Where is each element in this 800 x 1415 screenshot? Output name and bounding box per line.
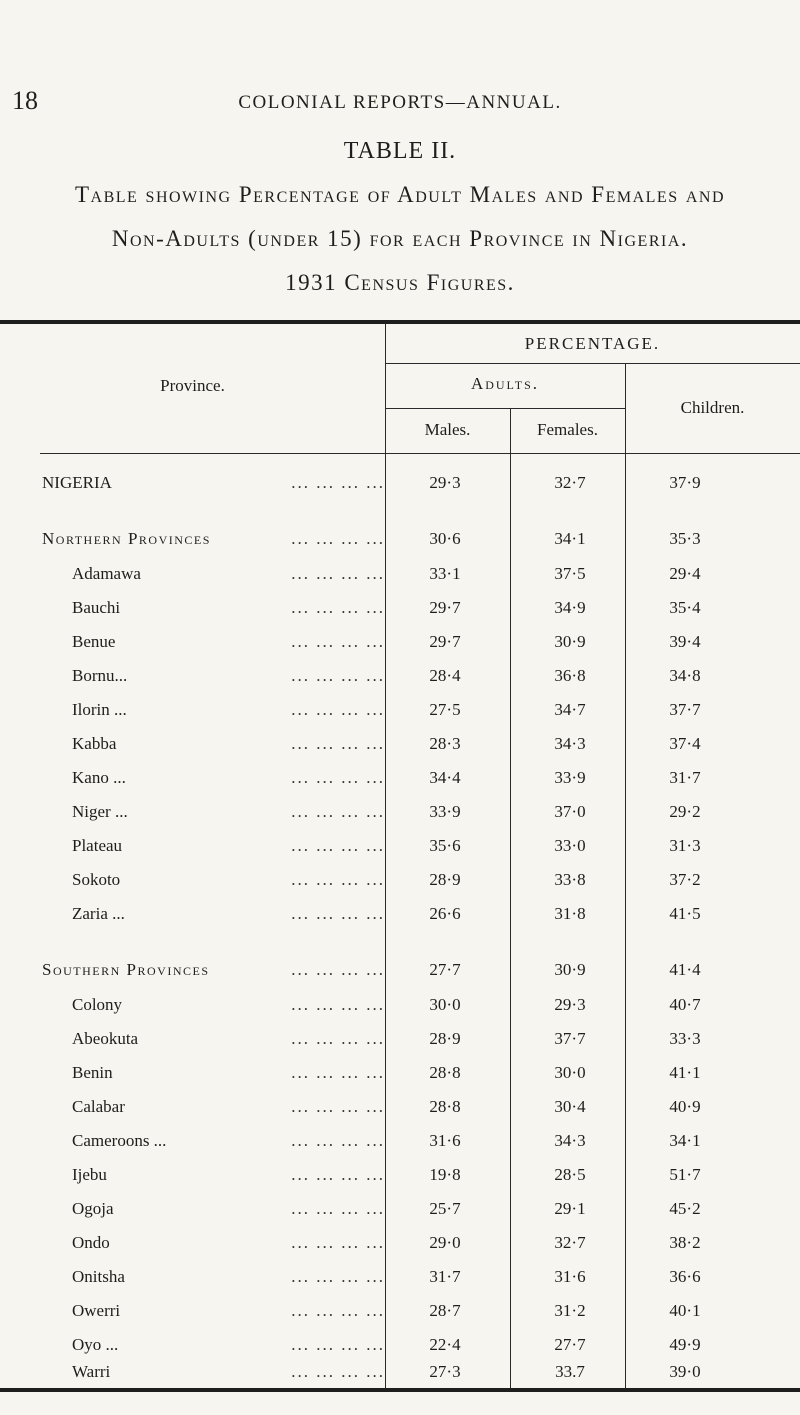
province-name: Bornu... <box>72 666 128 685</box>
table-caption-line-1: Table showing Percentage of Adult Males and Females and <box>74 182 726 207</box>
children-value: 41·4 <box>669 960 701 979</box>
leader-dots: ... ... ... ... <box>291 1097 385 1116</box>
header-rule-percentage <box>385 363 800 364</box>
province-name: Southern Provinces <box>42 960 210 979</box>
children-value: 34·1 <box>669 1131 701 1150</box>
females-value: 37·7 <box>554 1029 586 1048</box>
header-rule-adults <box>385 408 625 409</box>
children-value: 38·2 <box>669 1233 701 1252</box>
females-value: 30·0 <box>554 1063 586 1082</box>
males-value: 28·8 <box>429 1097 461 1116</box>
children-value: 29·2 <box>669 802 701 821</box>
females-value: 29·1 <box>554 1199 586 1218</box>
children-value: 51·7 <box>669 1165 701 1184</box>
leader-dots: ... ... ... ... <box>291 666 385 685</box>
table-row <box>0 473 800 507</box>
females-value: 30·9 <box>554 632 586 651</box>
children-value: 37·7 <box>669 700 701 719</box>
page-number: 18 <box>12 86 38 115</box>
province-name: Cameroons ... <box>72 1131 167 1150</box>
province-name: Zaria ... <box>72 904 125 923</box>
males-value: 28·4 <box>429 666 461 685</box>
province-name: Oyo ... <box>72 1335 119 1354</box>
table-row <box>0 870 800 904</box>
table-row <box>0 1097 800 1131</box>
province-name: Calabar <box>72 1097 125 1116</box>
table-row <box>0 802 800 836</box>
province-name: NIGERIA <box>42 473 112 492</box>
females-value: 37·0 <box>554 802 586 821</box>
province-name: Ijebu <box>72 1165 107 1184</box>
header-percentage: PERCENTAGE. <box>524 334 661 353</box>
children-value: 40·7 <box>669 995 701 1014</box>
table-row <box>0 1063 800 1097</box>
females-value: 34·3 <box>554 734 586 753</box>
province-name: Abeokuta <box>72 1029 139 1048</box>
header-rule-bottom <box>40 453 800 454</box>
running-head: COLONIAL REPORTS—ANNUAL. <box>238 92 562 113</box>
males-value: 31·6 <box>429 1131 461 1150</box>
header-children: Children. <box>680 398 745 417</box>
males-value: 28·7 <box>429 1301 461 1320</box>
leader-dots: ... ... ... ... <box>291 1029 385 1048</box>
leader-dots: ... ... ... ... <box>291 1335 385 1354</box>
children-value: 41·1 <box>669 1063 701 1082</box>
leader-dots: ... ... ... ... <box>291 734 385 753</box>
males-value: 28·9 <box>429 1029 461 1048</box>
table-caption-line-2: Non-Adults (under 15) for each Province in Nigeria. <box>111 226 689 251</box>
table-row <box>0 1131 800 1165</box>
females-value: 34·7 <box>554 700 586 719</box>
males-value: 31·7 <box>429 1267 461 1286</box>
males-value: 19·8 <box>429 1165 461 1184</box>
table-bottom-rule <box>0 1388 800 1392</box>
leader-dots: ... ... ... ... <box>291 836 385 855</box>
leader-dots: ... ... ... ... <box>291 768 385 787</box>
females-value: 34·1 <box>554 529 586 548</box>
province-name: Onitsha <box>72 1267 125 1286</box>
province-name: Owerri <box>72 1301 121 1320</box>
females-value: 30·9 <box>554 960 586 979</box>
females-value: 31·6 <box>554 1267 586 1286</box>
children-value: 35·4 <box>669 598 701 617</box>
table-row <box>0 995 800 1029</box>
province-name: Adamawa <box>72 564 141 583</box>
children-value: 37·2 <box>669 870 701 889</box>
children-value: 40·9 <box>669 1097 701 1116</box>
leader-dots: ... ... ... ... <box>291 529 385 548</box>
leader-dots: ... ... ... ... <box>291 1362 385 1381</box>
leader-dots: ... ... ... ... <box>291 700 385 719</box>
leader-dots: ... ... ... ... <box>291 870 385 889</box>
children-value: 40·1 <box>669 1301 701 1320</box>
leader-dots: ... ... ... ... <box>291 1199 385 1218</box>
females-value: 33.7 <box>555 1362 585 1381</box>
table-row <box>0 632 800 666</box>
females-value: 29·3 <box>554 995 586 1014</box>
table-row <box>0 1029 800 1063</box>
province-name: Ilorin ... <box>72 700 127 719</box>
children-value: 45·2 <box>669 1199 701 1218</box>
province-name: Northern Provinces <box>42 529 211 548</box>
females-value: 32·7 <box>554 473 586 492</box>
province-name: Benin <box>72 1063 113 1082</box>
females-value: 31·2 <box>554 1301 586 1320</box>
females-value: 28·5 <box>554 1165 586 1184</box>
province-name: Bauchi <box>72 598 121 617</box>
leader-dots: ... ... ... ... <box>291 1301 385 1320</box>
males-value: 34·4 <box>429 768 461 787</box>
table-top-rule <box>0 320 800 324</box>
leader-dots: ... ... ... ... <box>291 1233 385 1252</box>
children-value: 36·6 <box>669 1267 701 1286</box>
children-value: 41·5 <box>669 904 701 923</box>
children-value: 37·4 <box>669 734 701 753</box>
table-row <box>0 598 800 632</box>
males-value: 33·1 <box>429 564 461 583</box>
table-row <box>0 529 800 563</box>
province-name: Kabba <box>72 734 117 753</box>
table-row <box>0 768 800 802</box>
males-value: 28·3 <box>429 734 461 753</box>
females-value: 34·9 <box>554 598 586 617</box>
males-value: 25·7 <box>429 1199 461 1218</box>
females-value: 32·7 <box>554 1233 586 1252</box>
males-value: 30·0 <box>429 995 461 1014</box>
males-value: 35·6 <box>429 836 461 855</box>
leader-dots: ... ... ... ... <box>291 473 385 492</box>
females-value: 37·5 <box>554 564 586 583</box>
children-value: 35·3 <box>669 529 701 548</box>
males-value: 27·3 <box>429 1362 461 1381</box>
table-row <box>0 1233 800 1267</box>
table-caption-line-3: 1931 Census Figures. <box>285 270 515 295</box>
males-value: 30·6 <box>429 529 461 548</box>
females-value: 33·9 <box>554 768 586 787</box>
province-name: Warri <box>72 1362 111 1381</box>
table-row <box>0 836 800 870</box>
table-row <box>0 700 800 734</box>
children-value: 49·9 <box>669 1335 701 1354</box>
province-name: Colony <box>72 995 123 1014</box>
leader-dots: ... ... ... ... <box>291 564 385 583</box>
table-row <box>0 960 800 994</box>
header-females: Females. <box>537 420 598 439</box>
table-row <box>0 904 800 938</box>
province-name: Plateau <box>72 836 123 855</box>
children-value: 31·3 <box>669 836 701 855</box>
header-adults: Adults. <box>470 374 540 393</box>
males-value: 22·4 <box>429 1335 461 1354</box>
table-row <box>0 564 800 598</box>
leader-dots: ... ... ... ... <box>291 1063 385 1082</box>
header-province: Province. <box>160 376 225 395</box>
males-value: 29·7 <box>429 598 461 617</box>
children-value: 39·0 <box>669 1362 701 1381</box>
males-value: 27·7 <box>429 960 461 979</box>
females-value: 33·0 <box>554 836 586 855</box>
males-value: 26·6 <box>429 904 461 923</box>
province-name: Kano ... <box>72 768 126 787</box>
females-value: 33·8 <box>554 870 586 889</box>
males-value: 33·9 <box>429 802 461 821</box>
children-value: 33·3 <box>669 1029 701 1048</box>
province-name: Ogoja <box>72 1199 114 1218</box>
leader-dots: ... ... ... ... <box>291 1165 385 1184</box>
leader-dots: ... ... ... ... <box>291 632 385 651</box>
table-row <box>0 1199 800 1233</box>
header-males: Males. <box>424 420 471 439</box>
leader-dots: ... ... ... ... <box>291 1131 385 1150</box>
males-value: 29·0 <box>429 1233 461 1252</box>
males-value: 28·9 <box>429 870 461 889</box>
leader-dots: ... ... ... ... <box>291 802 385 821</box>
children-value: 34·8 <box>669 666 701 685</box>
males-value: 29·7 <box>429 632 461 651</box>
children-value: 39·4 <box>669 632 701 651</box>
province-name: Ondo <box>72 1233 110 1252</box>
province-name: Benue <box>72 632 116 651</box>
females-value: 34·3 <box>554 1131 586 1150</box>
children-value: 31·7 <box>669 768 701 787</box>
males-value: 27·5 <box>429 700 461 719</box>
leader-dots: ... ... ... ... <box>291 960 385 979</box>
table-row <box>0 1165 800 1199</box>
province-name: Niger ... <box>72 802 128 821</box>
table-row <box>0 1267 800 1301</box>
leader-dots: ... ... ... ... <box>291 904 385 923</box>
children-value: 37·9 <box>669 473 701 492</box>
leader-dots: ... ... ... ... <box>291 1267 385 1286</box>
leader-dots: ... ... ... ... <box>291 995 385 1014</box>
table-row <box>0 666 800 700</box>
leader-dots: ... ... ... ... <box>291 598 385 617</box>
females-value: 31·8 <box>554 904 586 923</box>
page-header <box>0 86 800 116</box>
table-row <box>0 734 800 768</box>
males-value: 29·3 <box>429 473 461 492</box>
females-value: 36·8 <box>554 666 586 685</box>
province-name: Sokoto <box>72 870 121 889</box>
table-row <box>0 1301 800 1335</box>
table-title: TABLE II. <box>343 138 457 164</box>
females-value: 27·7 <box>554 1335 586 1354</box>
females-value: 30·4 <box>554 1097 586 1116</box>
children-value: 29·4 <box>669 564 701 583</box>
males-value: 28·8 <box>429 1063 461 1082</box>
